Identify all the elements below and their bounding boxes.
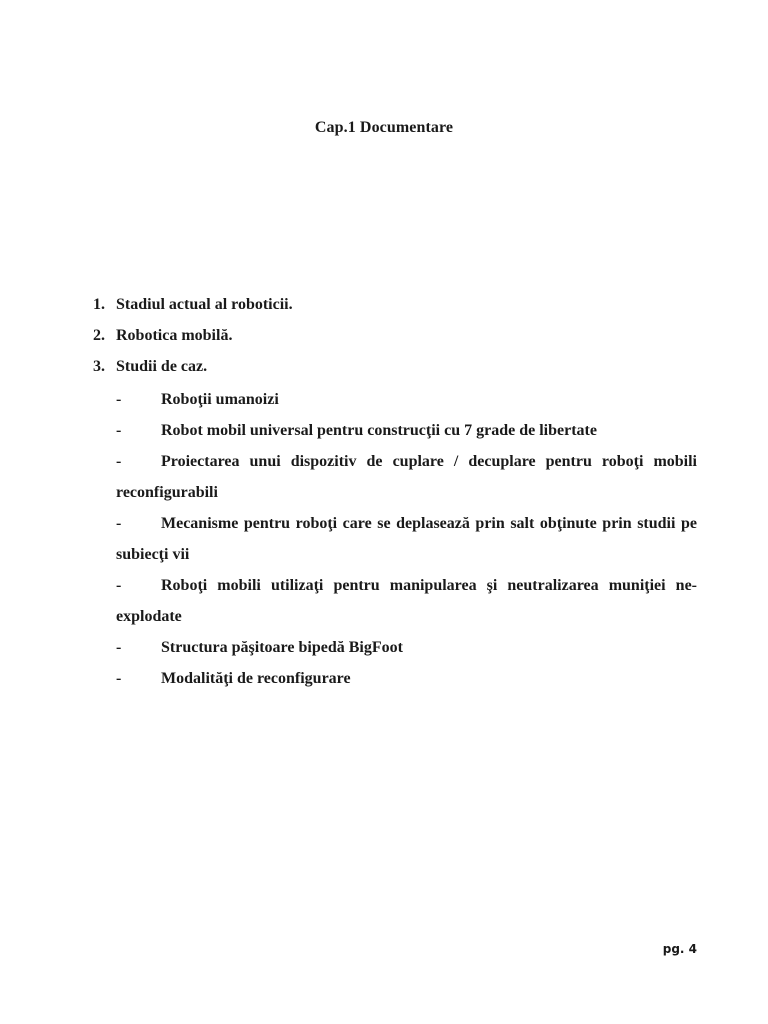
case-study-item (116, 446, 697, 508)
list-item-text: Robotica mobilă. (116, 327, 233, 344)
dash-bullet: - (116, 422, 122, 439)
case-study-item (116, 632, 697, 663)
case-study-text: Roboţii umanoizi (161, 391, 279, 408)
case-study-text: Modalităţi de reconfigurare (161, 670, 351, 687)
list-item-1 (93, 291, 698, 322)
case-study-item (116, 384, 697, 415)
case-study-text: Mecanisme pentru roboţi care se deplasează prin salt obţinute prin studii pe subiecţi vii (116, 515, 697, 563)
numbered-list (93, 291, 698, 384)
list-item-2 (93, 322, 698, 353)
dash-bullet: - (116, 515, 122, 532)
case-study-item (116, 508, 697, 570)
case-studies-list (116, 384, 697, 694)
dash-bullet: - (116, 670, 122, 687)
dash-bullet: - (116, 391, 122, 408)
case-study-item (116, 415, 697, 446)
list-number: 3. (93, 358, 105, 375)
case-study-text: Structura păşitoare bipedă BigFoot (161, 639, 403, 656)
case-study-item (116, 663, 697, 694)
page-number: pg. 4 (662, 942, 697, 956)
case-study-text: Roboţi mobili utilizaţi pentru manipularea şi neutralizarea muniţiei ne-explodate (116, 577, 697, 625)
list-number: 1. (93, 296, 105, 313)
case-study-text: Robot mobil universal pentru construcţii cu 7 grade de libertate (161, 422, 597, 439)
list-item-3 (93, 353, 698, 384)
list-item-text: Studii de caz. (116, 358, 208, 375)
case-study-text: Proiectarea unui dispozitiv de cuplare / decuplare pentru roboţi mobili reconfigurabili (116, 453, 697, 501)
case-study-item (116, 570, 697, 632)
dash-bullet: - (116, 577, 122, 594)
list-item-text: Stadiul actual al roboticii. (116, 296, 293, 313)
page-title: Cap.1 Documentare (314, 119, 454, 136)
list-number: 2. (93, 327, 105, 344)
dash-bullet: - (116, 453, 122, 470)
dash-bullet: - (116, 639, 122, 656)
